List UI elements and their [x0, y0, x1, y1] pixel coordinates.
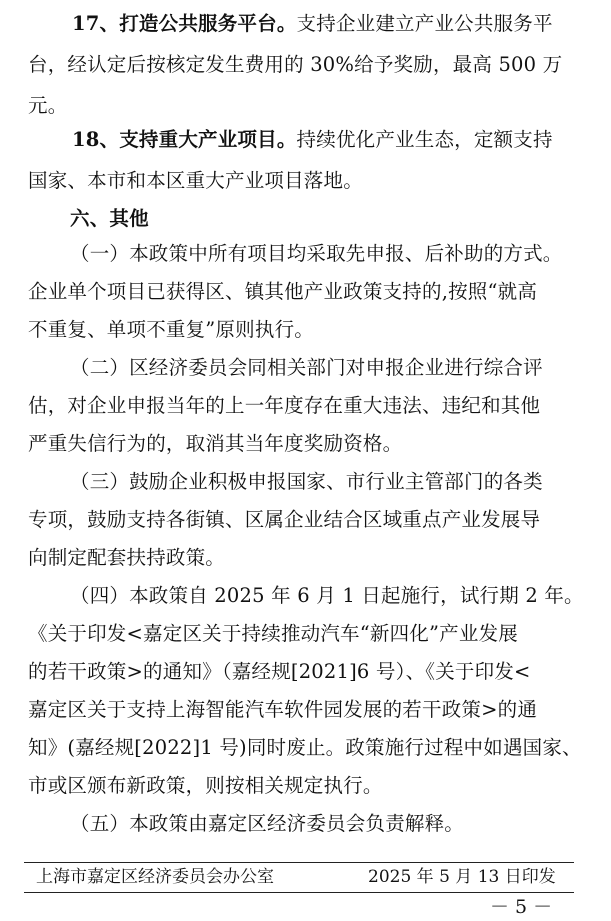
item-18-heading: 18、支持重大产业项目。: [72, 128, 297, 151]
paragraph-2-line-3: 严重失信行为的，取消其当年度奖励资格。: [28, 432, 403, 455]
paragraph-2-line-2: 估，对企业申报当年的上一年度存在重大违法、违纪和其他: [28, 394, 541, 417]
paragraph-4-line-4: 嘉定区关于支持上海智能汽车软件园发展的若干政策>的通: [28, 698, 538, 721]
paragraph-4-line-6: 市或区颁布新政策，则按相关规定执行。: [28, 774, 383, 797]
paragraph-4-line-2: 《关于印发<嘉定区关于持续推动汽车“新四化”产业发展: [28, 622, 518, 645]
item-18-line-2: 国家、本市和本区重大产业项目落地。: [28, 169, 363, 192]
footer-date: 2025 年 5 月 13 日印发: [368, 867, 556, 887]
footer-issuer: 上海市嘉定区经济委员会办公室: [36, 867, 274, 887]
item-18-line-1: [72, 127, 553, 153]
item-18-text: 持续优化产业生态，定额支持: [296, 128, 553, 151]
footer-top-rule: [24, 862, 574, 863]
item-17-line-2: 台，经认定后按核定发生费用的 30%给予奖励，最高 500 万: [28, 53, 563, 76]
footer-bottom-rule: [24, 892, 574, 893]
section-title: 六、其他: [70, 207, 149, 230]
paragraph-3-line-3: 向制定配套扶持政策。: [28, 546, 226, 569]
paragraph-1-line-1: （一）本政策中所有项目均采取先申报、后补助的方式。: [70, 242, 563, 265]
paragraph-4-line-5: 知》(嘉经规[2022]1 号)同时废止。政策施行过程中如遇国家、: [28, 736, 582, 759]
item-17-heading: 17、打造公共服务平台。: [72, 12, 297, 35]
paragraph-5-line-1: （五）本政策由嘉定区经济委员会负责解释。: [70, 812, 465, 835]
paragraph-2-line-1: （二）区经济委员会同相关部门对申报企业进行综合评: [70, 356, 543, 379]
paragraph-1-line-2: 企业单个项目已获得区、镇其他产业政策支持的,按照“就高: [28, 280, 538, 303]
paragraph-3-line-2: 专项，鼓励支持各街镇、区属企业结合区域重点产业发展导: [28, 508, 541, 531]
paragraph-1-line-3: 不重复、单项不重复”原则执行。: [28, 318, 314, 341]
paragraph-3-line-1: （三）鼓励企业积极申报国家、市行业主管部门的各类: [70, 470, 543, 493]
item-17-line-3: 元。: [28, 94, 68, 117]
item-17-text: 支持企业建立产业公共服务平: [296, 12, 553, 35]
paragraph-4-line-1: （四）本政策自 2025 年 6 月 1 日起施行，试行期 2 年。: [70, 584, 584, 607]
page-number: － 5 －: [490, 896, 553, 918]
paragraph-4-line-3: 的若干政策>的通知》（嘉经规[2021]6 号）、《关于印发<: [28, 660, 531, 683]
item-17-line-1: [72, 11, 553, 37]
